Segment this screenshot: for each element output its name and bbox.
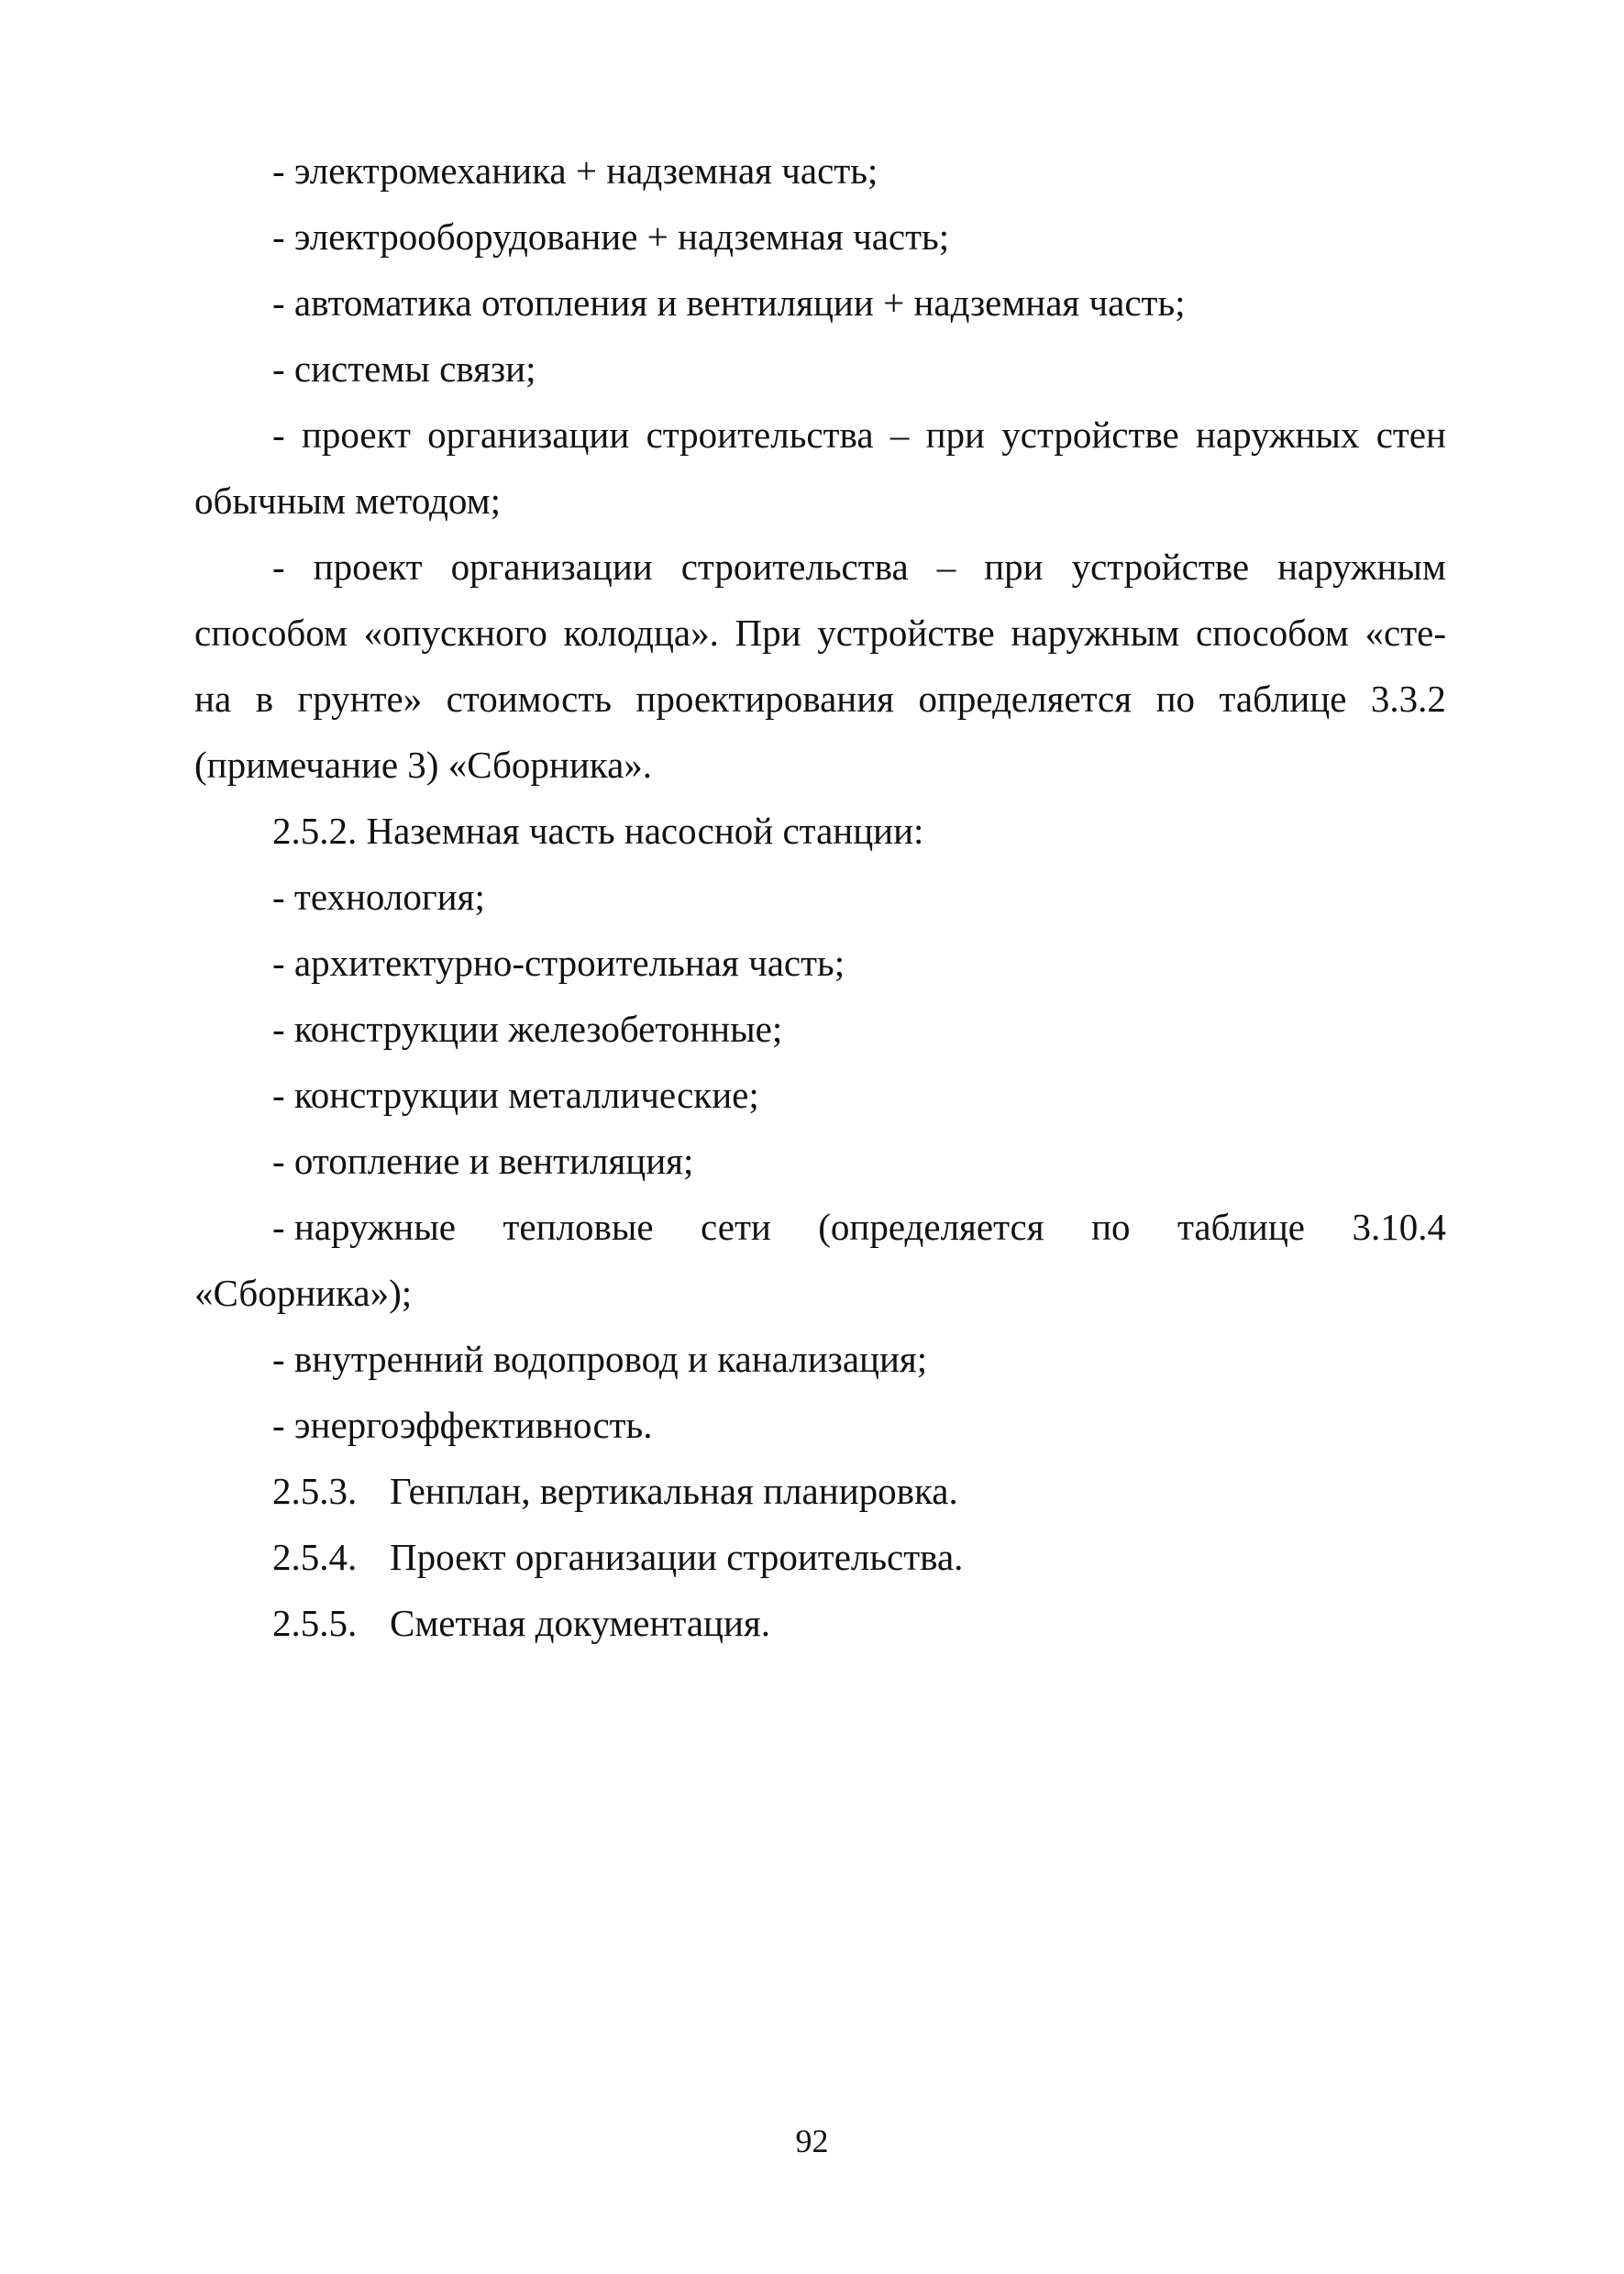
list-item: - системы связи; [272,348,536,390]
word: способом [1195,612,1349,654]
word: наружным [1011,612,1180,654]
heat-networks-line-1 [194,1194,1446,1260]
word: стен [1375,414,1446,456]
list-item: - конструкции железобетонные; [272,1008,783,1050]
word: в [255,678,273,720]
word: наружных [1196,414,1360,456]
word: стоимость [446,678,612,720]
word: на [194,678,232,720]
word: - [272,414,285,456]
word: 3.10.4 [1352,1206,1446,1248]
list-item: - технология; [272,876,485,918]
item-number: 2.5.5. [272,1602,358,1644]
word: «сте- [1364,612,1446,654]
word: определяется [918,678,1132,720]
word: (определяется [818,1206,1044,1248]
word: проект [313,546,423,588]
item-text: Сметная документация. [390,1602,771,1644]
word: – [936,546,956,588]
word: устройстве [1071,546,1250,588]
word: строительства [680,546,909,588]
word: - [272,546,285,588]
word: грунте» [297,678,423,720]
word: при [925,414,985,456]
poc-well-line-4: (примечание 3) «Сборника». [194,744,653,786]
list-item: - энергоэффективность. [272,1404,653,1446]
numbered-item-2-5-3 [194,1458,1446,1524]
word: - наружные [272,1206,456,1248]
word: наружным [1277,546,1446,588]
page-number: 92 [795,2123,829,2159]
word: колодца». [563,612,719,654]
list-item: - электрооборудование + надземная часть; [272,215,950,258]
word: тепловые [503,1206,654,1248]
list-item: - конструкции металлические; [272,1074,759,1116]
item-number: 2.5.3. [272,1470,358,1512]
word: организации [450,546,653,588]
poc-normal-line-1 [194,402,1446,468]
word: При [735,612,801,654]
word: по [1155,678,1196,720]
word: 3.3.2 [1370,678,1446,720]
word: проект [301,414,411,456]
numbered-item-2-5-5 [194,1590,1446,1656]
word: таблице [1177,1206,1305,1248]
item-text: Проект организации строительства. [390,1536,964,1578]
word: устройстве [817,612,995,654]
word: организации [427,414,630,456]
list-item: - электромеханика + надземная часть; [272,149,878,192]
word: при [984,546,1044,588]
list-item: - отопление и вентиляция; [272,1140,694,1182]
list-item: - внутренний водопровод и канализация; [272,1338,928,1380]
poc-well-line-3 [194,666,1446,732]
word: по [1091,1206,1131,1248]
word: «опускного [363,612,547,654]
item-number: 2.5.4. [272,1536,358,1578]
word: сети [701,1206,771,1248]
item-text: Генплан, вертикальная планировка. [390,1470,958,1512]
poc-well-line-1 [194,534,1446,600]
word: проектирования [635,678,895,720]
word: таблице [1219,678,1347,720]
list-item: - автоматика отопления и вентиляции + надземная часть; [272,281,1186,324]
word: способом [194,612,348,654]
numbered-item-2-5-4 [194,1524,1446,1590]
word: строительства [646,414,874,456]
list-item: - архитектурно-строительная часть; [272,942,845,984]
word: – [889,414,910,456]
body-text [194,138,1446,1656]
word: устройстве [1001,414,1179,456]
poc-well-line-2 [194,600,1446,666]
poc-normal-line-2: обычным методом; [194,480,501,522]
heat-networks-line-2: «Сборника»); [194,1272,413,1314]
section-heading-2-5-2: 2.5.2. Наземная часть насосной станции: [272,810,924,852]
